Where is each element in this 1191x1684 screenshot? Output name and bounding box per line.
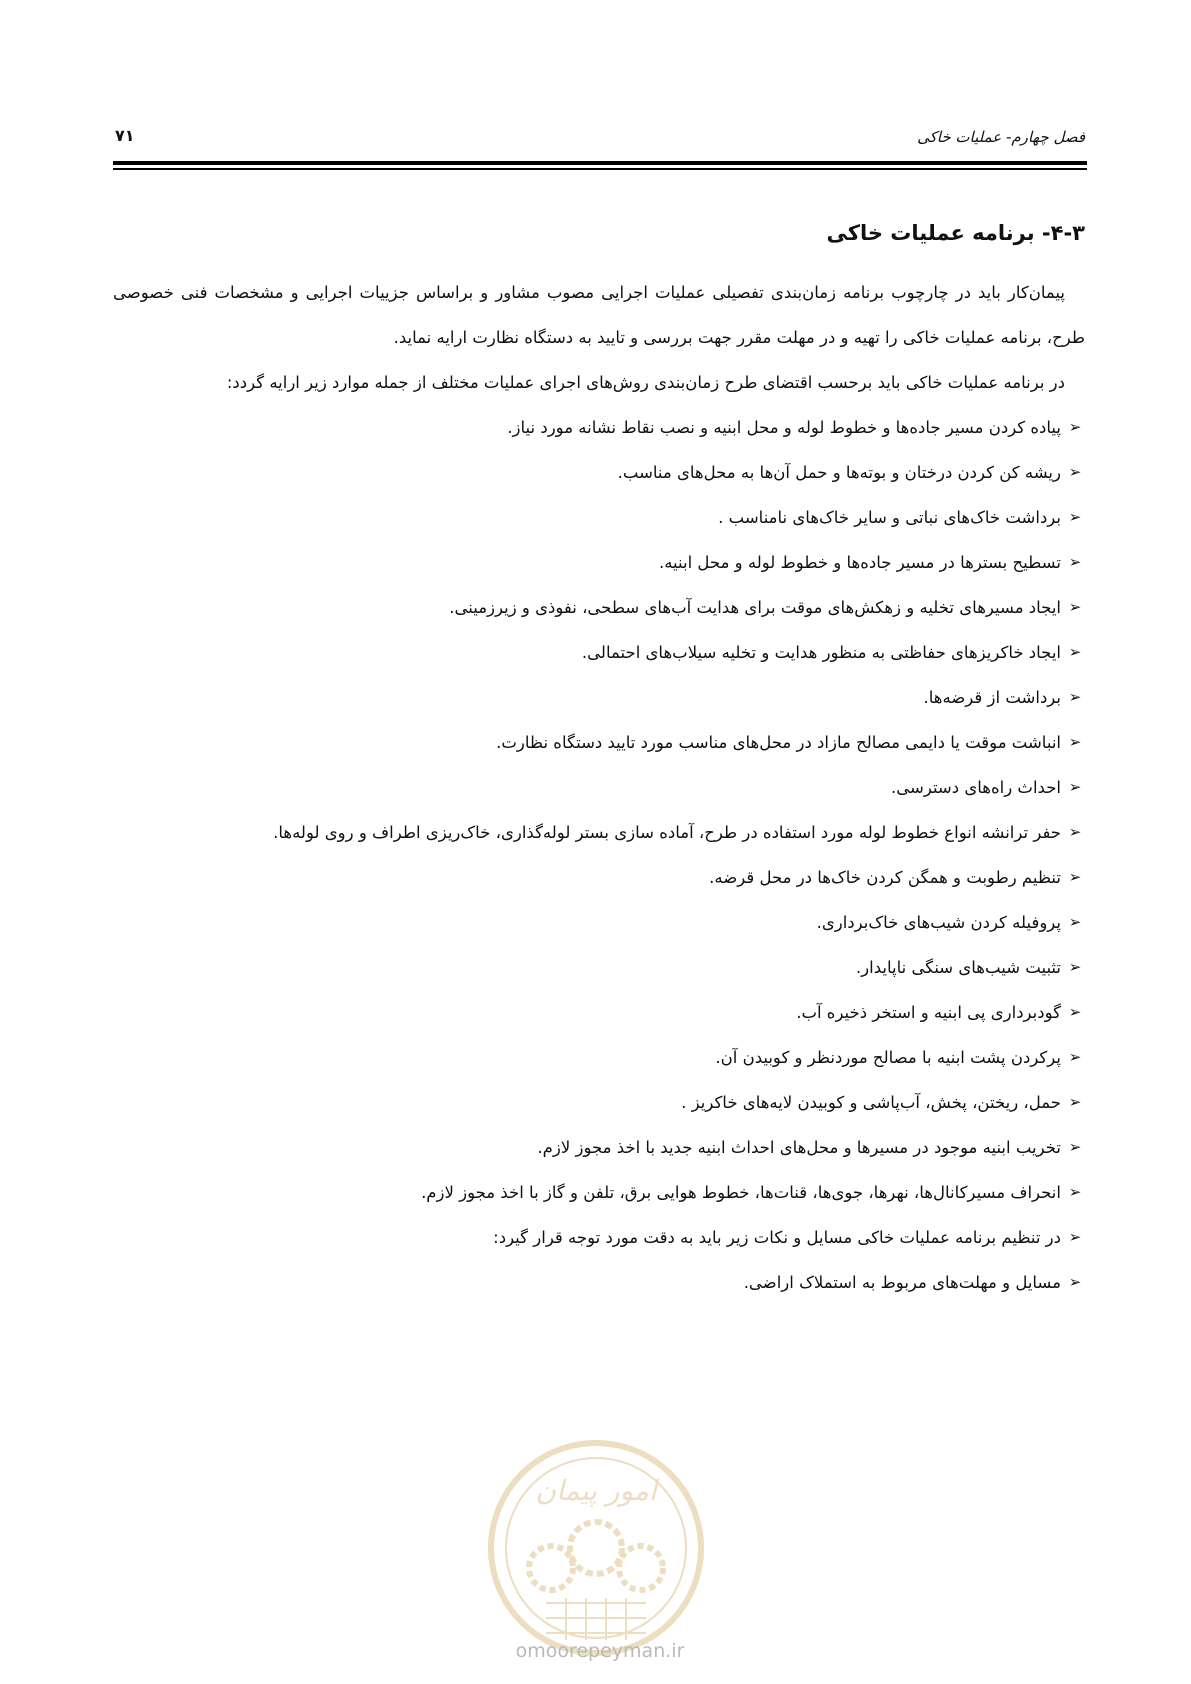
- watermark-stamp: [476, 1428, 716, 1668]
- section-body: [113, 218, 1085, 1305]
- arrow-bullet-icon: ➢: [1068, 823, 1082, 841]
- list-item: [113, 1080, 1085, 1125]
- site-watermark: [480, 1640, 720, 1662]
- list-item-text: پیاده کردن مسیر جاده‌ها و خطوط لوله و محل ابنیه و نصب نقاط نشانه مورد نیاز.: [507, 418, 1061, 437]
- bullet-list: [113, 405, 1085, 1305]
- running-header: [115, 128, 1085, 158]
- list-item-text: مسایل و مهلت‌های مربوط به استملاک اراضی.: [743, 1273, 1061, 1292]
- arrow-bullet-icon: ➢: [1068, 778, 1082, 796]
- list-item-text: احداث راه‌های دسترسی.: [891, 778, 1061, 797]
- list-item-text: پرکردن پشت ابنیه با مصالح موردنظر و کوبیدن آن.: [715, 1048, 1061, 1067]
- list-item-text: پروفیله کردن شیب‌های خاک‌برداری.: [816, 913, 1061, 932]
- list-item-text: حمل، ریختن، پخش، آب‌پاشی و کوبیدن لایه‌های خاکریز .: [681, 1093, 1061, 1112]
- list-item-text: تثبیت شیب‌های سنگی ناپایدار.: [855, 958, 1061, 977]
- arrow-bullet-icon: ➢: [1068, 418, 1082, 436]
- arrow-bullet-icon: ➢: [1068, 1138, 1082, 1156]
- arrow-bullet-icon: ➢: [1068, 1183, 1082, 1201]
- arrow-bullet-icon: ➢: [1068, 1273, 1082, 1291]
- list-item: [113, 810, 1085, 855]
- list-item-text: ریشه کن کردن درختان و بوته‌ها و حمل آن‌ها به محل‌های مناسب.: [617, 463, 1061, 482]
- list-item: [113, 1215, 1085, 1260]
- arrow-bullet-icon: ➢: [1068, 958, 1082, 976]
- list-item: [113, 675, 1085, 720]
- paragraph: پیمان‌کار باید در چارچوب برنامه زمان‌بندی تفصیلی عملیات اجرایی مصوب مشاور و براساس جزییات اجرایی و مشخصات فنی خصوصی طرح، برنامه عملیات خاکی را تهیه و در مهلت مقرر جهت بررسی و تایید به دستگاه نظارت ارایه نماید.: [113, 283, 1085, 347]
- stamp-text: امور پیمان: [535, 1474, 657, 1507]
- list-item-text: تسطیح بسترها در مسیر جاده‌ها و خطوط لوله و محل ابنیه.: [658, 553, 1061, 572]
- list-item-text: ایجاد مسیرهای تخلیه و زهکش‌های موقت برای هدایت آب‌های سطحی، نفوذی و زیرزمینی.: [449, 598, 1061, 617]
- list-item: [113, 990, 1085, 1035]
- header-rule-thick: [113, 161, 1087, 165]
- paragraph: در برنامه عملیات خاکی باید برحسب اقتضای طرح زمان‌بندی روش‌های اجرای عملیات مختلف از جمله موارد زیر ارایه گردد:: [226, 373, 1065, 392]
- list-item: [113, 855, 1085, 900]
- list-item: [113, 900, 1085, 945]
- arrow-bullet-icon: ➢: [1068, 1003, 1082, 1021]
- list-item-text: ایجاد خاکریزهای حفاظتی به منظور هدایت و تخلیه سیلاب‌های احتمالی.: [581, 643, 1061, 662]
- chapter-title: فصل چهارم- عملیات خاکی: [917, 128, 1085, 146]
- list-item: [113, 405, 1085, 450]
- list-item: [113, 1035, 1085, 1080]
- list-item-text: تخریب ابنیه موجود در مسیرها و محل‌های احداث ابنیه جدید با اخذ مجوز لازم.: [537, 1138, 1061, 1157]
- section-heading: ۴-۳- برنامه عملیات خاکی: [826, 221, 1085, 245]
- header-rule-thin: [113, 168, 1087, 170]
- list-item-text: گودبرداری پی ابنیه و استخر ذخیره آب.: [796, 1003, 1061, 1022]
- list-item-text: برداشت از قرضه‌ها.: [923, 688, 1061, 707]
- arrow-bullet-icon: ➢: [1068, 643, 1082, 661]
- list-item-text: در تنظیم برنامه عملیات خاکی مسایل و نکات زیر باید به دقت مورد توجه قرار گیرد:: [493, 1228, 1061, 1247]
- list-item: [113, 765, 1085, 810]
- arrow-bullet-icon: ➢: [1068, 913, 1082, 931]
- gear-icon: [529, 1522, 663, 1590]
- list-item: [113, 495, 1085, 540]
- page-number: ۷۱: [115, 126, 135, 145]
- list-item: [113, 1125, 1085, 1170]
- list-item: [113, 1170, 1085, 1215]
- list-item: [113, 1260, 1085, 1305]
- arrow-bullet-icon: ➢: [1068, 1048, 1082, 1066]
- arrow-bullet-icon: ➢: [1068, 688, 1082, 706]
- list-item-text: تنظیم رطوبت و همگن کردن خاک‌ها در محل قرضه.: [709, 868, 1061, 887]
- list-item: [113, 540, 1085, 585]
- arrow-bullet-icon: ➢: [1068, 463, 1082, 481]
- list-item: [113, 450, 1085, 495]
- list-item-text: برداشت خاک‌های نباتی و سایر خاک‌های نامناسب .: [718, 508, 1061, 527]
- arrow-bullet-icon: ➢: [1068, 1093, 1082, 1111]
- arrow-bullet-icon: ➢: [1068, 508, 1082, 526]
- list-item-text: حفر ترانشه انواع خطوط لوله مورد استفاده در طرح، آماده سازی بستر لوله‌گذاری، خاک‌ریزی اطراف و روی لوله‌ها.: [273, 823, 1061, 842]
- list-item-text: انحراف مسیرکانال‌ها، نهرها، جوی‌ها، قنات‌ها، خطوط هوایی برق، تلفن و گاز با اخذ مجوز لازم.: [421, 1183, 1061, 1202]
- arrow-bullet-icon: ➢: [1068, 553, 1082, 571]
- arrow-bullet-icon: ➢: [1068, 598, 1082, 616]
- list-item: [113, 630, 1085, 675]
- arrow-bullet-icon: ➢: [1068, 1228, 1082, 1246]
- site-watermark-text: omoorepeyman.ir: [515, 1640, 685, 1662]
- list-item: [113, 945, 1085, 990]
- list-item: [113, 720, 1085, 765]
- arrow-bullet-icon: ➢: [1068, 868, 1082, 886]
- arrow-bullet-icon: ➢: [1068, 733, 1082, 751]
- list-item: [113, 585, 1085, 630]
- list-item-text: انباشت موقت یا دایمی مصالح مازاد در محل‌های مناسب مورد تایید دستگاه نظارت.: [496, 733, 1061, 752]
